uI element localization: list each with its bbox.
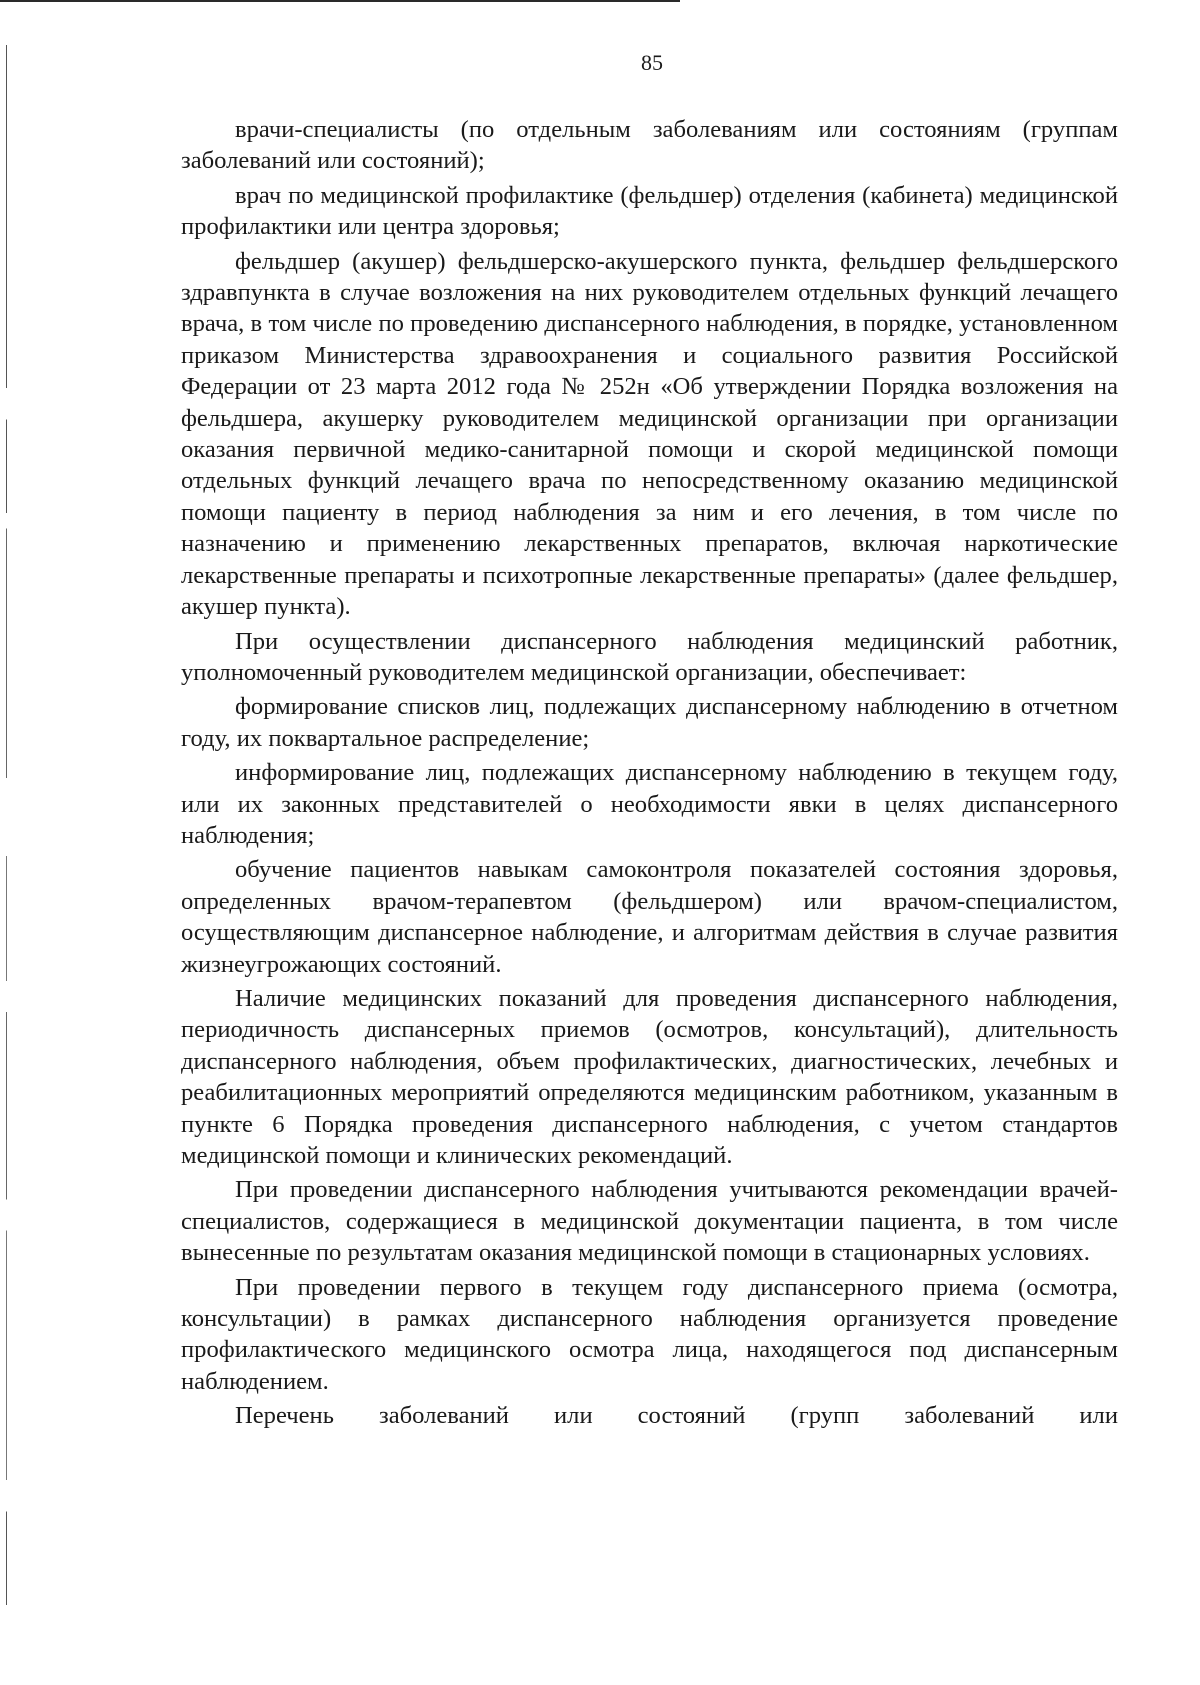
paragraph-specialist-recommendations: При проведении диспансерного наблюдения учитываются рекомендации врачей-специалистов, содержащиеся в медицинской документации пациента, в том числе вынесенные по результатам оказания медицинской помощи в стационарных условиях. — [181, 1176, 1118, 1267]
paragraph-patient-training: обучение пациентов навыкам самоконтроля показателей состояния здоровья, определенных врачом-терапевтом (фельдшером) или врачом-специалистом, осуществляющим диспансерное наблюдение, и алгоритмам действия в случае развития жизнеугрожающих состояний. — [181, 856, 1118, 978]
page-number-text: 85 — [641, 50, 663, 75]
paragraph-informing: информирование лиц, подлежащих диспансерному наблюдению в текущем году, или их законных представителей о необходимости явки в целях диспансерного наблюдения; — [181, 759, 1118, 849]
document-body — [181, 114, 1118, 1435]
paragraph-prevention-doctor: врач по медицинской профилактике (фельдшер) отделения (кабинета) медицинской профилактики или центра здоровья; — [181, 181, 1118, 241]
page-number — [0, 50, 1200, 76]
paragraph-first-visit: При проведении первого в текущем году диспансерного приема (осмотра, консультации) в рамках диспансерного наблюдения организуется проведение профилактического медицинского осмотра лица, находящегося под диспансерным наблюдением. — [181, 1273, 1118, 1395]
paragraph-disease-list-start: Перечень заболеваний или состояний (групп заболеваний или — [235, 1402, 1118, 1430]
scan-left-edge-line — [6, 45, 7, 1605]
scan-top-edge-line — [0, 0, 680, 2]
paragraph-medical-indications: Наличие медицинских показаний для проведения диспансерного наблюдения, периодичность диспансерных приемов (осмотров, консультаций), длительность диспансерного наблюдения, объем профилактических, диагностических, лечебных и реабилитационных мероприятий определяются медицинским работником, указанным в пункте 6 Порядка проведения диспансерного наблюдения, с учетом стандартов медицинской помощи и клинических рекомендаций. — [181, 984, 1118, 1169]
paragraph-specialists: врачи-специалисты (по отдельным заболеваниям или состояниям (группам заболеваний или состояний); — [181, 116, 1118, 175]
paragraph-responsibilities-intro: При осуществлении диспансерного наблюдения медицинский работник, уполномоченный руководителем медицинской организации, обеспечивает: — [181, 627, 1118, 686]
paragraph-feldsher: фельдшер (акушер) фельдшерско-акушерского пункта, фельдшер фельдшерского здравпункта в случае возложения на них руководителем отдельных функций лечащего врача, в том числе по проведению диспансерного наблюдения, в порядке, установленном приказом Министерства здравоохранения и социального развития Российской Федерации от 23 марта 2012 года № 252н «Об утверждении Порядка возложения на фельдшера, акушерку руководителем медицинской организации при организации оказания первичной медико-санитарной помощи и скорой медицинской помощи отдельных функций лечащего врача по непосредственному оказанию медицинской помощи пациенту в период наблюдения за ним и его лечения, в том числе по назначению и применению лекарственных препаратов, включая наркотические лекарственные препараты и психотропные лекарственные препараты» (далее фельдшер, акушер пункта). — [181, 247, 1118, 621]
paragraph-lists-formation: формирование списков лиц, подлежащих диспансерному наблюдению в отчетном году, их поквартальное распределение; — [181, 693, 1118, 752]
